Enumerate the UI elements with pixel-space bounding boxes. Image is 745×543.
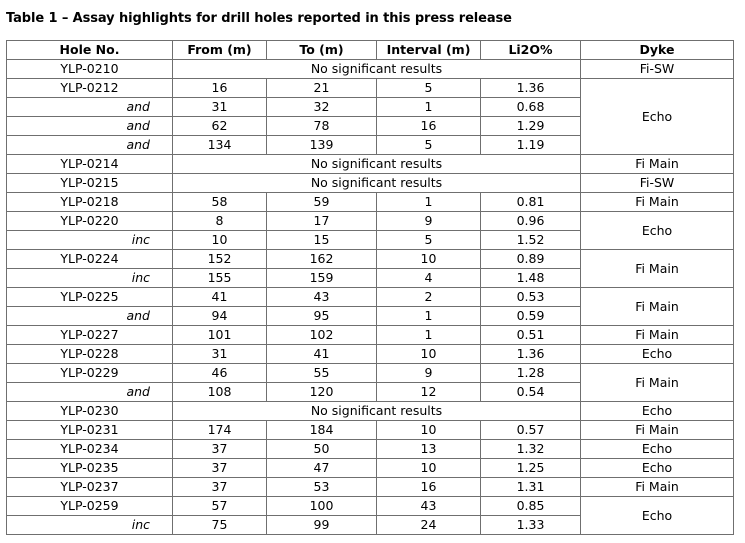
assay-table <box>6 40 734 535</box>
hole-no-cell: YLP-0228 <box>7 345 173 364</box>
header-interval: Interval (m) <box>377 41 481 60</box>
table-row <box>7 79 734 98</box>
li2o-cell: 1.36 <box>481 79 581 98</box>
hole-no-cell: YLP-0215 <box>7 174 173 193</box>
interval-cell: 10 <box>377 421 481 440</box>
li2o-cell: 1.29 <box>481 117 581 136</box>
dyke-cell: Echo <box>581 212 734 250</box>
table-body <box>7 60 734 535</box>
dyke-cell: Fi Main <box>581 193 734 212</box>
hole-no-cell: YLP-0224 <box>7 250 173 269</box>
interval-cell: 5 <box>377 231 481 250</box>
table-row <box>7 60 734 79</box>
to-cell: 21 <box>267 79 377 98</box>
dyke-cell: Echo <box>581 79 734 155</box>
from-cell: 62 <box>173 117 267 136</box>
table-header-row <box>7 41 734 60</box>
li2o-cell: 1.48 <box>481 269 581 288</box>
li2o-cell: 1.32 <box>481 440 581 459</box>
li2o-cell: 0.81 <box>481 193 581 212</box>
interval-cell: 13 <box>377 440 481 459</box>
table-row <box>7 212 734 231</box>
hole-no-cell: YLP-0227 <box>7 326 173 345</box>
to-cell: 99 <box>267 516 377 535</box>
li2o-cell: 1.52 <box>481 231 581 250</box>
li2o-cell: 1.33 <box>481 516 581 535</box>
interval-cell: 1 <box>377 98 481 117</box>
dyke-cell: Fi Main <box>581 250 734 288</box>
header-li2o: Li2O% <box>481 41 581 60</box>
dyke-cell: Fi Main <box>581 326 734 345</box>
dyke-cell: Fi Main <box>581 364 734 402</box>
interval-cell: 12 <box>377 383 481 402</box>
table-row <box>7 345 734 364</box>
to-cell: 120 <box>267 383 377 402</box>
hole-no-cell: YLP-0229 <box>7 364 173 383</box>
to-cell: 15 <box>267 231 377 250</box>
li2o-cell: 0.85 <box>481 497 581 516</box>
from-cell: 75 <box>173 516 267 535</box>
table-row <box>7 193 734 212</box>
li2o-cell: 1.31 <box>481 478 581 497</box>
to-cell: 47 <box>267 459 377 478</box>
hole-no-cell: YLP-0259 <box>7 497 173 516</box>
from-cell: 37 <box>173 440 267 459</box>
header-from: From (m) <box>173 41 267 60</box>
interval-cell: 5 <box>377 136 481 155</box>
dyke-cell: Fi Main <box>581 421 734 440</box>
from-cell: 37 <box>173 478 267 497</box>
from-cell: 31 <box>173 98 267 117</box>
header-dyke: Dyke <box>581 41 734 60</box>
hole-no-cell: and <box>7 383 173 402</box>
from-cell: 46 <box>173 364 267 383</box>
hole-no-cell: YLP-0230 <box>7 402 173 421</box>
interval-cell: 43 <box>377 497 481 516</box>
from-cell: 8 <box>173 212 267 231</box>
interval-cell: 9 <box>377 212 481 231</box>
hole-no-cell: YLP-0234 <box>7 440 173 459</box>
to-cell: 55 <box>267 364 377 383</box>
from-cell: 101 <box>173 326 267 345</box>
from-cell: 57 <box>173 497 267 516</box>
li2o-cell: 0.59 <box>481 307 581 326</box>
from-cell: 108 <box>173 383 267 402</box>
dyke-cell: Fi-SW <box>581 174 734 193</box>
li2o-cell: 0.53 <box>481 288 581 307</box>
hole-no-cell: inc <box>7 231 173 250</box>
table-row <box>7 497 734 516</box>
to-cell: 159 <box>267 269 377 288</box>
hole-no-cell: YLP-0212 <box>7 79 173 98</box>
to-cell: 43 <box>267 288 377 307</box>
header-hole-no: Hole No. <box>7 41 173 60</box>
li2o-cell: 0.51 <box>481 326 581 345</box>
table-row <box>7 250 734 269</box>
dyke-cell: Fi Main <box>581 288 734 326</box>
li2o-cell: 0.68 <box>481 98 581 117</box>
li2o-cell: 1.28 <box>481 364 581 383</box>
hole-no-cell: YLP-0237 <box>7 478 173 497</box>
li2o-cell: 1.36 <box>481 345 581 364</box>
hole-no-cell: YLP-0214 <box>7 155 173 174</box>
table-row <box>7 326 734 345</box>
hole-no-cell: YLP-0210 <box>7 60 173 79</box>
to-cell: 162 <box>267 250 377 269</box>
to-cell: 184 <box>267 421 377 440</box>
table-row <box>7 440 734 459</box>
table-row <box>7 174 734 193</box>
no-significant-results-cell: No significant results <box>173 155 581 174</box>
hole-no-cell: YLP-0225 <box>7 288 173 307</box>
to-cell: 139 <box>267 136 377 155</box>
to-cell: 95 <box>267 307 377 326</box>
hole-no-cell: and <box>7 98 173 117</box>
from-cell: 58 <box>173 193 267 212</box>
from-cell: 37 <box>173 459 267 478</box>
li2o-cell: 0.57 <box>481 421 581 440</box>
to-cell: 102 <box>267 326 377 345</box>
table-row <box>7 155 734 174</box>
li2o-cell: 0.89 <box>481 250 581 269</box>
to-cell: 17 <box>267 212 377 231</box>
table-row <box>7 459 734 478</box>
interval-cell: 9 <box>377 364 481 383</box>
interval-cell: 10 <box>377 459 481 478</box>
interval-cell: 1 <box>377 326 481 345</box>
dyke-cell: Echo <box>581 440 734 459</box>
dyke-cell: Echo <box>581 345 734 364</box>
to-cell: 100 <box>267 497 377 516</box>
hole-no-cell: and <box>7 117 173 136</box>
li2o-cell: 0.54 <box>481 383 581 402</box>
li2o-cell: 0.96 <box>481 212 581 231</box>
table-row <box>7 288 734 307</box>
hole-no-cell: YLP-0220 <box>7 212 173 231</box>
to-cell: 50 <box>267 440 377 459</box>
no-significant-results-cell: No significant results <box>173 174 581 193</box>
interval-cell: 2 <box>377 288 481 307</box>
hole-no-cell: and <box>7 307 173 326</box>
from-cell: 152 <box>173 250 267 269</box>
from-cell: 41 <box>173 288 267 307</box>
table-row <box>7 478 734 497</box>
to-cell: 59 <box>267 193 377 212</box>
dyke-cell: Echo <box>581 497 734 535</box>
from-cell: 155 <box>173 269 267 288</box>
hole-no-cell: YLP-0218 <box>7 193 173 212</box>
from-cell: 10 <box>173 231 267 250</box>
hole-no-cell: inc <box>7 516 173 535</box>
table-title: Table 1 – Assay highlights for drill holes reported in this press release <box>6 11 512 26</box>
header-to: To (m) <box>267 41 377 60</box>
dyke-cell: Echo <box>581 459 734 478</box>
from-cell: 16 <box>173 79 267 98</box>
hole-no-cell: YLP-0235 <box>7 459 173 478</box>
from-cell: 174 <box>173 421 267 440</box>
interval-cell: 24 <box>377 516 481 535</box>
to-cell: 32 <box>267 98 377 117</box>
hole-no-cell: YLP-0231 <box>7 421 173 440</box>
interval-cell: 10 <box>377 345 481 364</box>
hole-no-cell: and <box>7 136 173 155</box>
to-cell: 78 <box>267 117 377 136</box>
interval-cell: 5 <box>377 79 481 98</box>
from-cell: 94 <box>173 307 267 326</box>
table-row <box>7 402 734 421</box>
table-row <box>7 421 734 440</box>
hole-no-cell: inc <box>7 269 173 288</box>
interval-cell: 16 <box>377 117 481 136</box>
to-cell: 53 <box>267 478 377 497</box>
dyke-cell: Echo <box>581 402 734 421</box>
interval-cell: 16 <box>377 478 481 497</box>
from-cell: 134 <box>173 136 267 155</box>
table-row <box>7 364 734 383</box>
interval-cell: 1 <box>377 307 481 326</box>
no-significant-results-cell: No significant results <box>173 60 581 79</box>
interval-cell: 1 <box>377 193 481 212</box>
li2o-cell: 1.25 <box>481 459 581 478</box>
no-significant-results-cell: No significant results <box>173 402 581 421</box>
dyke-cell: Fi Main <box>581 155 734 174</box>
interval-cell: 10 <box>377 250 481 269</box>
to-cell: 41 <box>267 345 377 364</box>
li2o-cell: 1.19 <box>481 136 581 155</box>
dyke-cell: Fi Main <box>581 478 734 497</box>
from-cell: 31 <box>173 345 267 364</box>
interval-cell: 4 <box>377 269 481 288</box>
dyke-cell: Fi-SW <box>581 60 734 79</box>
